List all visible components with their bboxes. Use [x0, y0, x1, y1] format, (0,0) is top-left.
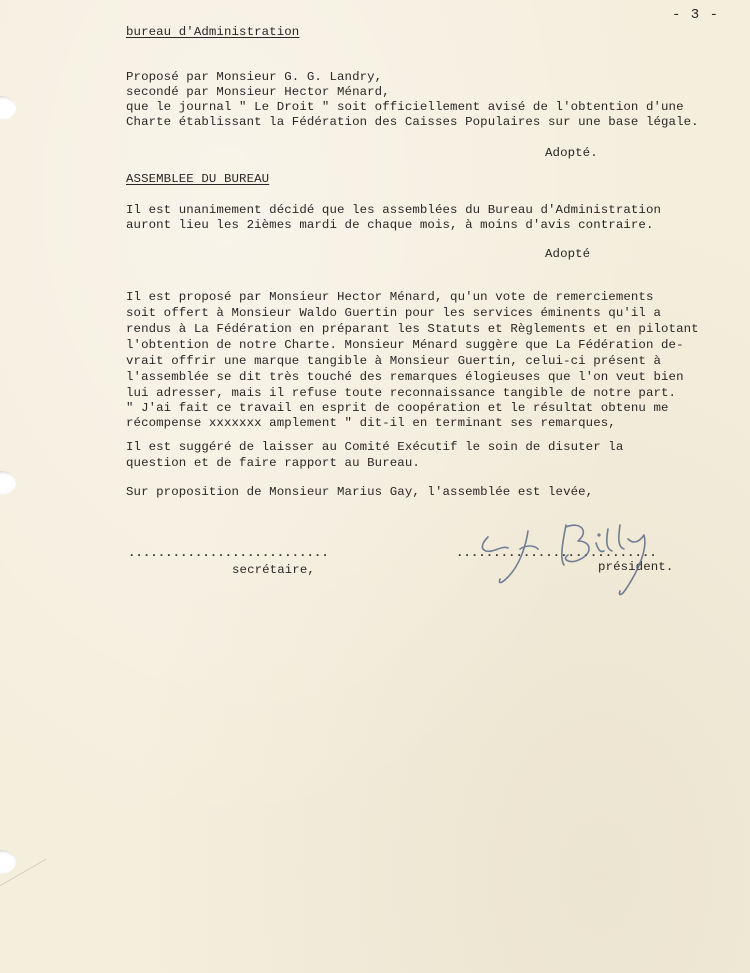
section-heading-assemblee: ASSEMBLEE DU BUREAU [126, 172, 270, 186]
secretary-label: secrétaire, [232, 563, 315, 577]
binder-hole [0, 850, 16, 874]
text-line: vrait offrir une marque tangible à Monsieur Guertin, celui-ci présent à [126, 354, 662, 368]
text-line: l'assemblée se dit très touché des remarques élogieuses que l'on veut bien [126, 370, 684, 384]
text-line: Proposé par Monsieur G. G. Landry, [126, 70, 383, 84]
text-line: Il est suggéré de laisser au Comité Exécutif le soin de disuter la [126, 440, 624, 454]
text-line: rendus à La Fédération en préparant les Statuts et Règlements et en pilotant [126, 322, 699, 336]
adopted-label: Adopté. [545, 146, 598, 160]
text-line: récompense xxxxxxx amplement " dit-il en terminant ses remarques, [126, 416, 616, 430]
binder-hole [0, 471, 16, 495]
text-line: question et de faire rapport au Bureau. [126, 456, 420, 470]
text-line: " J'ai fait ce travail en esprit de coopération et le résultat obtenu me [126, 401, 669, 415]
text-line: Il est unanimement décidé que les assemblées du Bureau d'Administration [126, 203, 662, 217]
handwritten-signature [468, 515, 688, 605]
president-signature-line: ........................... [456, 546, 657, 560]
text-line: que le journal " Le Droit " soit officiellement avisé de l'obtention d'une [126, 100, 684, 114]
binder-hole [0, 96, 16, 120]
text-line: l'obtention de notre Charte. Monsieur Ménard suggère que La Fédération de- [126, 338, 684, 352]
secretary-signature-line: ........................... [128, 546, 329, 560]
adopted-label: Adopté [545, 247, 591, 261]
text-line: Sur proposition de Monsieur Marius Gay, l'assemblée est levée, [126, 485, 594, 499]
section-heading-bureau: bureau d'Administration [126, 25, 300, 39]
page-number: - 3 - [672, 7, 720, 23]
text-line: secondé par Monsieur Hector Ménard, [126, 85, 390, 99]
text-line: soit offert à Monsieur Waldo Guertin pour les services éminents qu'il a [126, 306, 662, 320]
text-line: Charte établissant la Fédération des Caisses Populaires sur une base légale. [126, 115, 699, 129]
text-line: auront lieu les 2ièmes mardi de chaque mois, à moins d'avis contraire. [126, 218, 654, 232]
president-label: président. [598, 560, 674, 574]
text-line: Il est proposé par Monsieur Hector Ménard, qu'un vote de remerciements [126, 290, 654, 304]
text-line: lui adresser, mais il refuse toute reconnaissance tangible de notre part. [126, 386, 677, 400]
